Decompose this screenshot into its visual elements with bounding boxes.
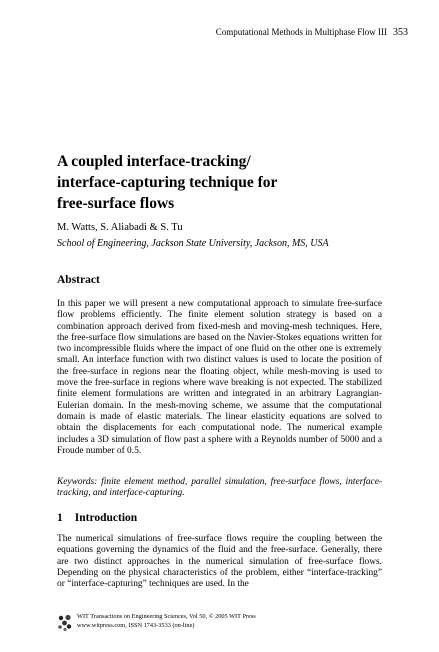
section-number: 1	[57, 512, 63, 524]
section-title: Introduction	[74, 512, 138, 524]
title-line-2: interface-capturing technique for	[57, 174, 278, 191]
footer-text	[77, 612, 256, 630]
title-line-3: free-surface flows	[57, 195, 175, 212]
introduction-heading	[57, 512, 137, 524]
abstract-body: In this paper we will present a new computational approach to simulate free-surface flow problems efficiently. The finite element solution strategy is based on a combination approach derived from fixed-mesh and moving-mesh techniques. Here, the free-surface flow simulations are based on the Navier-Stokes equations written for two incompressible fluids where the impact of one fluid on the other one is extremely small. An interface function with two distinct values is used to locate the position of the free-surface in regions near the floating object, while mesh-moving is used to move the free-surface in regions where wave breaking is not expected. The stabilized finite element formulations are written and integrated in an arbitrary Lagrangian-Eulerian domain. In the mesh-moving scheme, we assume that the computational domain is made of elastic materials. The linear elasticity equations are solved to obtain the displacements for each computational node. The numerical example includes a 3D simulation of flow past a sphere with a Reynolds number of 5000 and a Froude number of 0.5.	[57, 299, 382, 456]
footer-line-2: www.witpress.com, ISSN 1743-3533 (on-line)	[77, 622, 195, 629]
keywords: Keywords: finite element method, parallel simulation, free-surface flows, interface-tracking, and interface-capturing.	[57, 477, 382, 499]
page-number: 353	[393, 27, 408, 38]
running-title: Computational Methods in Multiphase Flow III	[215, 27, 387, 37]
affiliation: School of Engineering, Jackson State University, Jackson, MS, USA	[57, 238, 329, 249]
running-header	[216, 27, 408, 38]
introduction-body: The numerical simulations of free-surface flows require the coupling between the equations governing the dynamics of the fluid and the free-surface. Generally, there are two distinct approaches in the numerical simulation of free-surface flows. Depending on the physical characteristics of the problem, either “interface-tracking” or “interface-capturing” techniques are used. In the	[57, 534, 382, 590]
title-line-1: A coupled interface-tracking/	[57, 153, 251, 170]
abstract-heading: Abstract	[57, 274, 100, 286]
footer-line-1: WIT Transactions on Engineering Sciences, Vol 50, © 2005 WIT Press	[77, 613, 256, 620]
wit-press-logo-icon	[57, 614, 73, 632]
paper-title	[57, 151, 387, 214]
authors: M. Watts, S. Aliabadi & S. Tu	[57, 222, 183, 233]
